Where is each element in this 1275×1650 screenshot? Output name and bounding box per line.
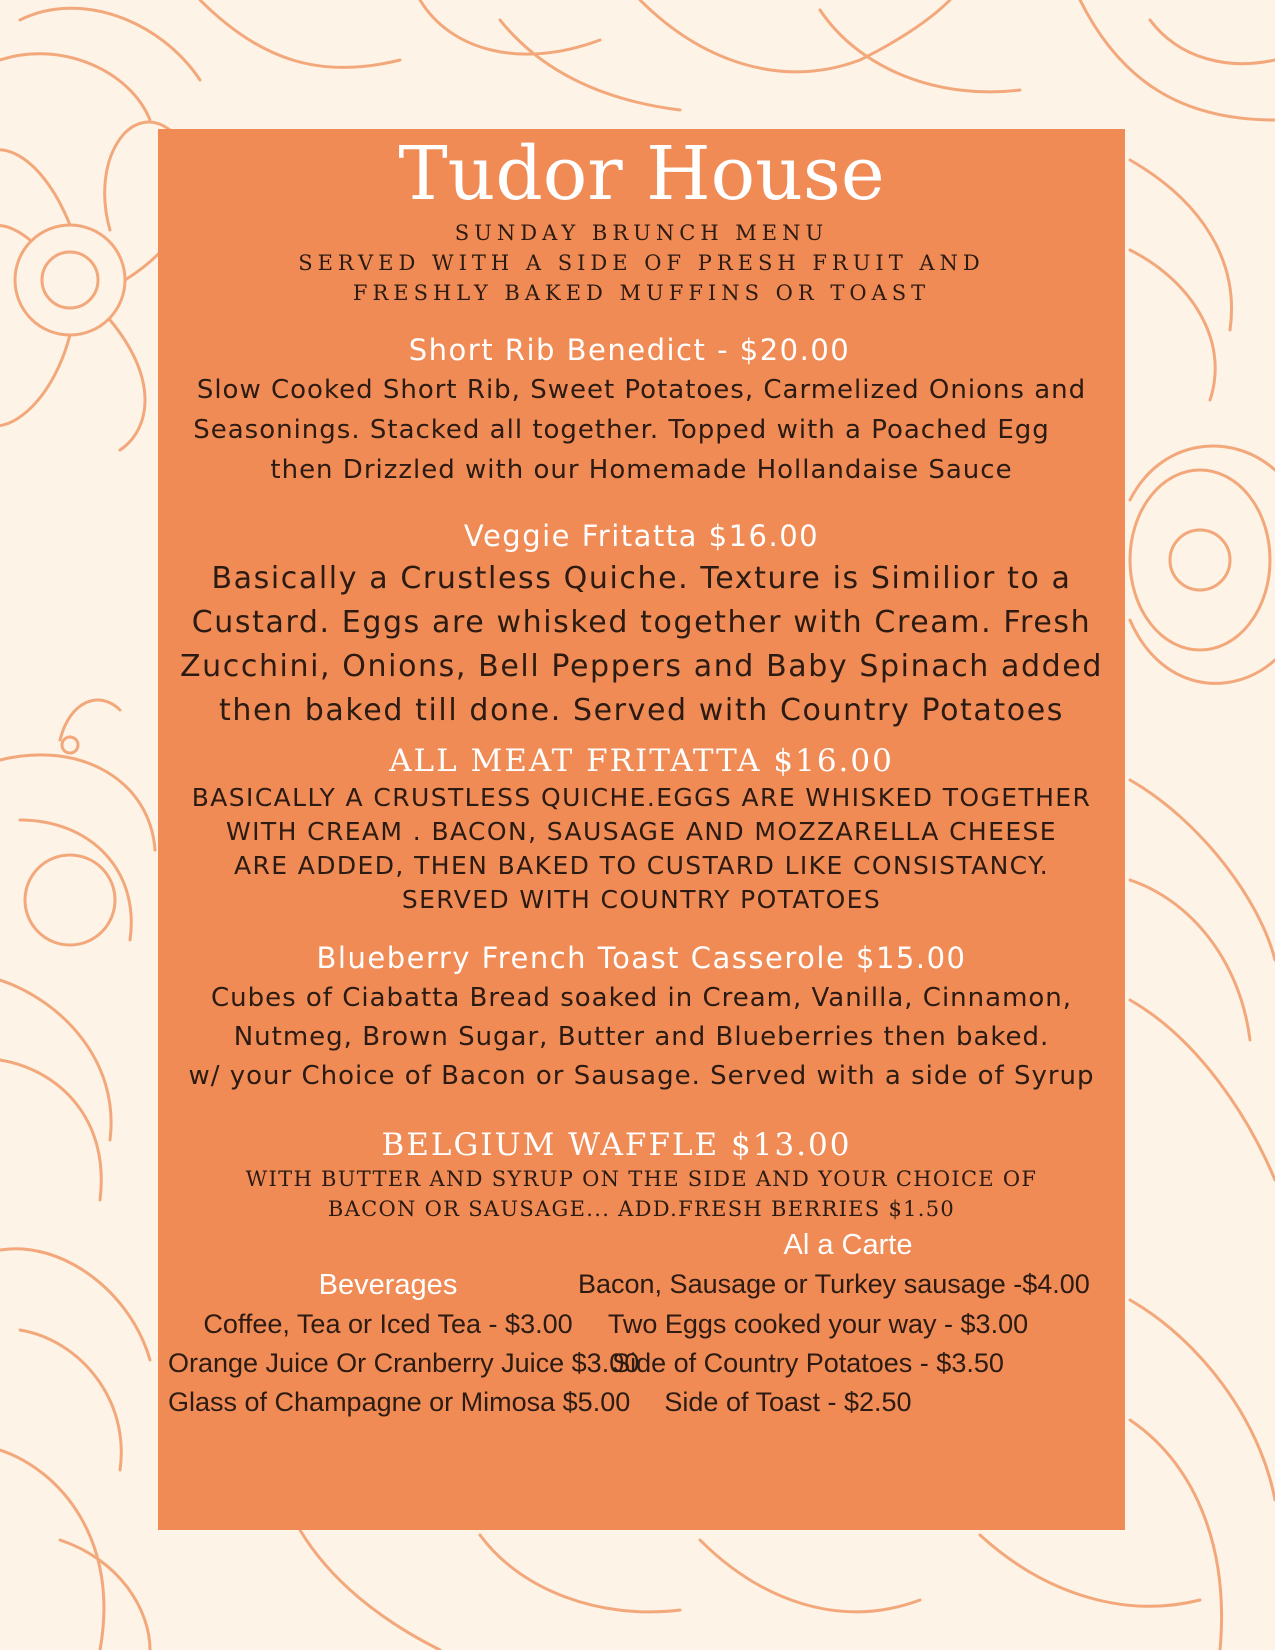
beverage-item: Orange Juice Or Cranberry Juice $3.00 [168, 1348, 640, 1378]
a-la-carte-item: Bacon, Sausage or Turkey sausage -$4.00 [578, 1269, 1090, 1299]
menu-panel [158, 129, 1125, 1530]
a-la-carte-item: Two Eggs cooked your way - $3.00 [607, 1309, 1029, 1339]
item-name-belgium-waffle: BELGIUM WAFFLE $13.00 [381, 1127, 852, 1163]
item-description-line: BASICALLY A CRUSTLESS QUICHE.EGGS ARE WHISKED TOGETHER [191, 783, 1092, 812]
item-name-all-meat-fritatta: ALL MEAT FRITATTA $16.00 [389, 743, 894, 779]
item-description-line: w/ your Choice of Bacon or Sausage. Served with a side of Syrup [188, 1061, 1095, 1091]
item-description-line: Zucchini, Onions, Bell Peppers and Baby Spinach added [179, 649, 1104, 684]
item-name-blueberry-french-toast: Blueberry French Toast Casserole $15.00 [316, 941, 967, 975]
item-description-line: Custard. Eggs are whisked together with Cream. Fresh [191, 605, 1092, 640]
beverage-item: Coffee, Tea or Iced Tea - $3.00 [203, 1309, 573, 1339]
beverage-item: Glass of Champagne or Mimosa $5.00 [168, 1387, 631, 1417]
item-description-line: WITH BUTTER AND SYRUP ON THE SIDE AND YOUR CHOICE OF [245, 1167, 1038, 1191]
item-description-line: Nutmeg, Brown Sugar, Butter and Blueberries then baked. [233, 1022, 1050, 1052]
item-description-line: then Drizzled with our Homemade Hollandaise Sauce [270, 455, 1013, 485]
item-name-short-rib-benedict: Short Rib Benedict - $20.00 [408, 333, 851, 367]
menu-subtitle-line-3: FRESHLY BAKED MUFFINS OR TOAST [352, 281, 931, 305]
restaurant-title: Tudor House [398, 131, 885, 217]
beverages-heading: Beverages [318, 1269, 458, 1301]
flower-bottom-left-icon [0, 1249, 150, 1650]
item-description-line: SERVED WITH COUNTRY POTATOES [401, 885, 882, 914]
item-description-line: Seasonings. Stacked all together. Topped with a Poached Egg [193, 415, 1050, 445]
a-la-carte-item: Side of Toast - $2.50 [664, 1387, 912, 1417]
a-la-carte-heading: Al a Carte [783, 1229, 913, 1261]
menu-subtitle-line-2: SERVED WITH A SIDE OF PRESH FRUIT AND [298, 251, 985, 275]
menu-subtitle-line-1: SUNDAY BRUNCH MENU [454, 221, 829, 245]
item-description-line: Basically a Crustless Quiche. Texture is Similior to a [211, 561, 1072, 596]
item-description-line: WITH CREAM . BACON, SAUSAGE AND MOZZARELLA CHEESE [226, 817, 1057, 846]
item-description-line: Slow Cooked Short Rib, Sweet Potatoes, Carmelized Onions and [196, 375, 1087, 405]
a-la-carte-item: Side of Country Potatoes - $3.50 [612, 1348, 1004, 1378]
item-name-veggie-fritatta: Veggie Fritatta $16.00 [463, 519, 820, 553]
item-description-line: ARE ADDED, THEN BAKED TO CUSTARD LIKE CONSISTANCY. [233, 851, 1050, 880]
item-description-line: then baked till done. Served with Country Potatoes [218, 693, 1065, 728]
item-description-line: Cubes of Ciabatta Bread soaked in Cream, Vanilla, Cinnamon, [210, 983, 1073, 1013]
item-description-line: BACON OR SAUSAGE... ADD.FRESH BERRIES $1.50 [327, 1197, 956, 1221]
flower-left-middle-icon [0, 700, 155, 1200]
